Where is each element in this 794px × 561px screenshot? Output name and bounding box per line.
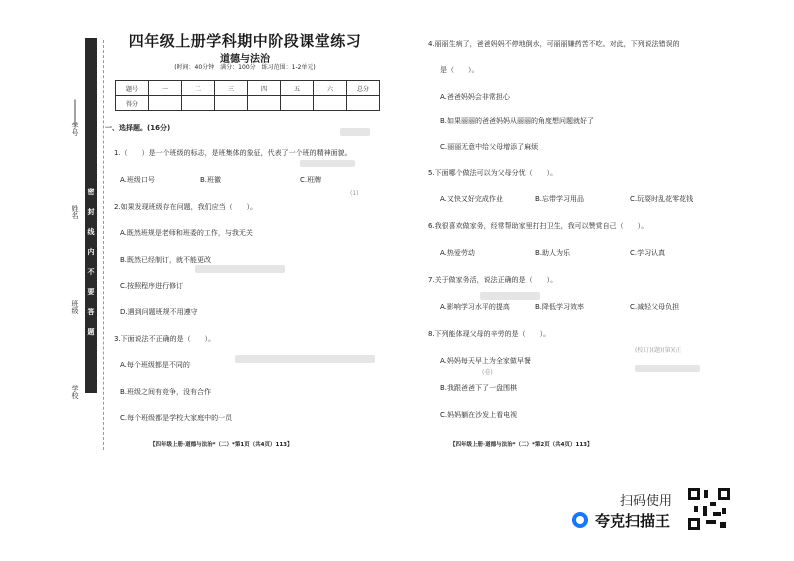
score-cell: 四 (248, 81, 281, 96)
question-3-option-a[interactable]: A.每个班级都是不同的 (120, 361, 190, 369)
scanner-brand-name: 夸克扫描王 (595, 512, 671, 530)
score-cell[interactable] (149, 96, 182, 111)
question-7-option-c[interactable]: C.减轻父母负担 (630, 303, 680, 311)
score-table (115, 80, 380, 111)
question-4-option-a[interactable]: A.爸爸妈妈会非常担心 (440, 93, 510, 101)
question-4-stem-cont: 是（ ）。 (440, 66, 479, 74)
question-1-option-b[interactable]: B.班徽 (200, 176, 222, 184)
question-3-option-b[interactable]: B.班级之间有竞争，没有合作 (120, 388, 212, 396)
right-page-footer: 【四年级上册·道德与法治*（二）*第2页（共4页）113】 (450, 442, 593, 448)
question-1-option-a[interactable]: A.班级口号 (120, 176, 155, 184)
question-5-option-b[interactable]: B.忘带学习用品 (535, 195, 585, 203)
exam-title: 四年级上册学科期中阶段课堂练习 (128, 32, 362, 50)
quark-logo-icon (572, 512, 588, 528)
question-4-option-b[interactable]: B.如果丽丽的爸爸妈妈从丽丽的角度想问题就好了 (440, 117, 595, 125)
binding-char: 要 (87, 288, 95, 295)
question-8-stem: 8.下列能体现父母的辛劳的是（ ）。 (428, 330, 551, 338)
scan-smudge (480, 292, 540, 300)
score-cell: 六 (314, 81, 347, 96)
question-4-option-c[interactable]: C.丽丽无意中给父母增添了麻烦 (440, 143, 539, 151)
question-2-stem: 2.如果发现班级存在问题，我们应当（ ）。 (114, 203, 258, 211)
score-table-header-row (116, 81, 380, 96)
binding-char: 密 (87, 188, 95, 195)
binding-char: 封 (87, 208, 95, 215)
score-cell: 五 (281, 81, 314, 96)
question-4-stem: 4.丽丽生病了，爸爸妈妈不停地倒水，可丽丽嫌药苦不吃。对此，下列说法错误的 (428, 40, 680, 48)
exam-meta: (时间：40分钟 满分：100分 练习范围：1-2单元) (174, 64, 316, 71)
score-cell: 题号 (116, 81, 149, 96)
scan-smudge (300, 160, 355, 167)
left-page-footer: 【四年级上册·道德与法治*（二）*第1页（共4页）113】 (150, 442, 293, 448)
question-3-option-c[interactable]: C.每个班级都是学校大家庭中的一员 (120, 414, 233, 422)
binding-black-bar (85, 38, 97, 393)
question-5-option-a[interactable]: A.又快又好完成作业 (440, 195, 503, 203)
question-8-option-b[interactable]: B.我跟爸爸下了一盘围棋 (440, 384, 518, 392)
ghost-text: (卷) (482, 369, 493, 376)
scan-smudge (340, 128, 370, 136)
binding-char: 内 (87, 248, 95, 255)
ghost-text: (1) (350, 190, 359, 197)
question-8-option-c[interactable]: C.妈妈躺在沙发上看电视 (440, 411, 518, 419)
score-cell[interactable] (215, 96, 248, 111)
question-5-option-c[interactable]: C.玩耍时乱花零花钱 (630, 195, 694, 203)
class-label: 班级 (71, 300, 79, 314)
scan-smudge (195, 265, 285, 273)
score-cell: 总分 (347, 81, 380, 96)
score-cell: 二 (182, 81, 215, 96)
scan-smudge (635, 365, 700, 372)
question-6-stem: 6.我很喜欢做家务，经常帮助家里打扫卫生，我可以赞赏自己（ ）。 (428, 222, 649, 230)
exam-subject: 道德与法治 (220, 54, 270, 65)
question-7-stem: 7.关于做家务活，说法正确的是（ ）。 (428, 276, 558, 284)
field-line (75, 100, 76, 126)
score-cell: 一 (149, 81, 182, 96)
score-cell[interactable] (182, 96, 215, 111)
binding-strip (85, 38, 97, 448)
scan-to-use-text: 扫码使用 (620, 494, 673, 509)
qr-code-icon[interactable] (688, 488, 730, 530)
question-3-stem: 3.下面说法不正确的是（ ）。 (114, 335, 216, 343)
binding-char: 答 (87, 308, 95, 315)
score-cell: 三 (215, 81, 248, 96)
question-7-option-b[interactable]: B.降低学习效率 (535, 303, 585, 311)
student-number-label: 学号 (71, 122, 79, 136)
score-cell: 得分 (116, 96, 149, 111)
question-1-option-c[interactable]: C.班牌 (300, 176, 322, 184)
score-cell[interactable] (248, 96, 281, 111)
score-cell[interactable] (347, 96, 380, 111)
school-label: 学校 (71, 385, 79, 399)
question-6-option-a[interactable]: A.热爱劳动 (440, 249, 475, 257)
name-label: 姓名 (71, 205, 79, 219)
question-2-option-b[interactable]: B.既然已经制订，就不能更改 (120, 256, 212, 264)
question-2-option-d[interactable]: D.遇到问题班规不用遵守 (120, 308, 198, 316)
binding-char: 不 (87, 268, 95, 275)
binding-char: 题 (87, 328, 95, 335)
scan-smudge (235, 355, 375, 363)
question-5-stem: 5.下面哪个做法可以为父母分忧（ ）。 (428, 169, 558, 177)
score-cell[interactable] (314, 96, 347, 111)
question-6-option-c[interactable]: C.学习认真 (630, 249, 666, 257)
question-2-option-a[interactable]: A.既然班规是老师和班委的工作，与我无关 (120, 229, 253, 237)
cut-line (103, 40, 104, 450)
binding-char: 线 (87, 228, 95, 235)
section-heading: 一、选择题。(16分) (105, 124, 171, 132)
question-6-option-b[interactable]: B.助人为乐 (535, 249, 571, 257)
score-cell[interactable] (281, 96, 314, 111)
question-8-option-a[interactable]: A.妈妈每天早上为全家做早餐 (440, 357, 531, 365)
question-2-option-c[interactable]: C.按照程序进行修订 (120, 282, 184, 290)
score-table-score-row (116, 96, 380, 111)
ghost-text: (校订)(题)(第)(正 (635, 347, 682, 354)
question-7-option-a[interactable]: A.影响学习水平的提高 (440, 303, 510, 311)
question-1-stem: 1.（ ）是一个班级的标志，是班集体的象征，代表了一个班的精神面貌。 (114, 149, 352, 157)
